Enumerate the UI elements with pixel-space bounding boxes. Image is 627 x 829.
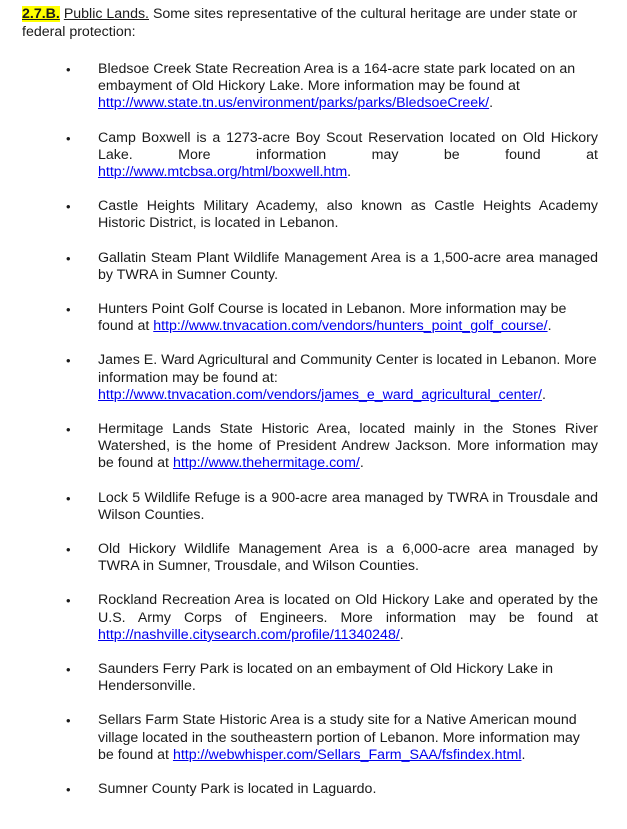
item-punct: . [489, 95, 494, 112]
bullet-icon: • [66, 130, 71, 146]
list-item [66, 490, 598, 524]
list-item [66, 421, 598, 473]
item-text: Camp Boxwell is a 1273-acre Boy Scout Reservation located on Old Hickory Lake. More information may be found at [98, 129, 598, 163]
item-punct: . [541, 386, 546, 403]
list-item [66, 352, 598, 404]
bullet-icon: • [66, 422, 71, 438]
item-link[interactable]: http://www.tnvacation.com/vendors/james_e_ward_agricultural_center/ [98, 386, 542, 403]
list-item [66, 250, 598, 284]
item-text: Rockland Recreation Area is located on Old Hickory Lake and operated by the U.S. Army Corps of Engineers. More information may be found at [98, 592, 598, 626]
list-item [66, 61, 598, 113]
section-intro [22, 5, 612, 41]
bullet-icon: • [66, 199, 71, 215]
item-text: Gallatin Steam Plant Wildlife Management Area is a 1,500-acre area managed by TWRA in Sumner County. [98, 249, 598, 283]
bullet-icon: • [66, 250, 71, 266]
item-punct: . [347, 164, 352, 181]
list-item [66, 781, 598, 798]
list-item [66, 592, 598, 644]
item-text: Bledsoe Creek State Recreation Area is a 164-acre state park located on an embayment of Old Hickory Lake. More information may be found at [98, 61, 576, 95]
item-text: Castle Heights Military Academy, also known as Castle Heights Academy Historic District, is located in Lebanon. [98, 198, 598, 232]
list-item [66, 712, 598, 764]
bullet-icon: • [66, 593, 71, 609]
item-text: James E. Ward Agricultural and Community Center is located in Lebanon. More information may be found at: [98, 352, 597, 386]
item-text: Lock 5 Wildlife Refuge is a 900-acre area managed by TWRA in Trousdale and Wilson Counties. [98, 489, 598, 523]
bullet-icon: • [66, 662, 71, 678]
item-text: Sellars Farm State Historic Area is a study site for a Native American mound village located in the southeastern portion of Lebanon. More information may be found at [98, 712, 580, 763]
intro-text: Some sites representative of the cultural heritage are under state or federal protection: [22, 6, 578, 40]
item-link[interactable]: http://www.state.tn.us/environment/parks/parks/BledsoeCreek/ [98, 95, 490, 112]
bullet-icon: • [66, 490, 71, 506]
list-item [66, 130, 598, 182]
item-text: Hunters Point Golf Course is located in Lebanon. More information may be found at [98, 301, 567, 335]
item-link[interactable]: http://webwhisper.com/Sellars_Farm_SAA/fsfindex.html [172, 746, 522, 763]
section-number: 2.7.B. [22, 6, 60, 22]
item-text: Saunders Ferry Park is located on an embayment of Old Hickory Lake in Hendersonville. [98, 661, 553, 695]
item-link[interactable]: http://nashville.citysearch.com/profile/11340248/ [98, 626, 400, 643]
public-lands-list [66, 61, 598, 815]
bullet-icon: • [66, 782, 71, 798]
section-title: Public Lands. [63, 6, 149, 22]
bullet-icon: • [66, 62, 71, 77]
item-punct: . [359, 455, 364, 472]
item-text: Sumner County Park is located in Laguardo. [98, 781, 377, 798]
list-item [66, 301, 598, 335]
bullet-icon: • [66, 713, 71, 729]
bullet-icon: • [66, 542, 71, 558]
list-item [66, 541, 598, 575]
list-item [66, 198, 598, 232]
item-text: Hermitage Lands State Historic Area, located mainly in the Stones River Watershed, is the home of President Andrew Jackson. More information may be found at [98, 421, 598, 472]
bullet-icon: • [66, 353, 71, 369]
bullet-icon: • [66, 302, 71, 318]
item-text: Old Hickory Wildlife Management Area is a 6,000-acre area managed by TWRA in Sumner, Trousdale, and Wilson Counties. [98, 541, 598, 575]
item-punct: . [399, 626, 404, 643]
item-punct: . [521, 746, 526, 763]
item-punct: . [547, 318, 552, 335]
item-link[interactable]: http://www.mtcbsa.org/html/boxwell.htm [98, 164, 348, 181]
item-link[interactable]: http://www.tnvacation.com/vendors/hunters_point_golf_course/ [153, 318, 548, 335]
item-link[interactable]: http://www.thehermitage.com/ [172, 455, 360, 472]
list-item [66, 661, 598, 695]
